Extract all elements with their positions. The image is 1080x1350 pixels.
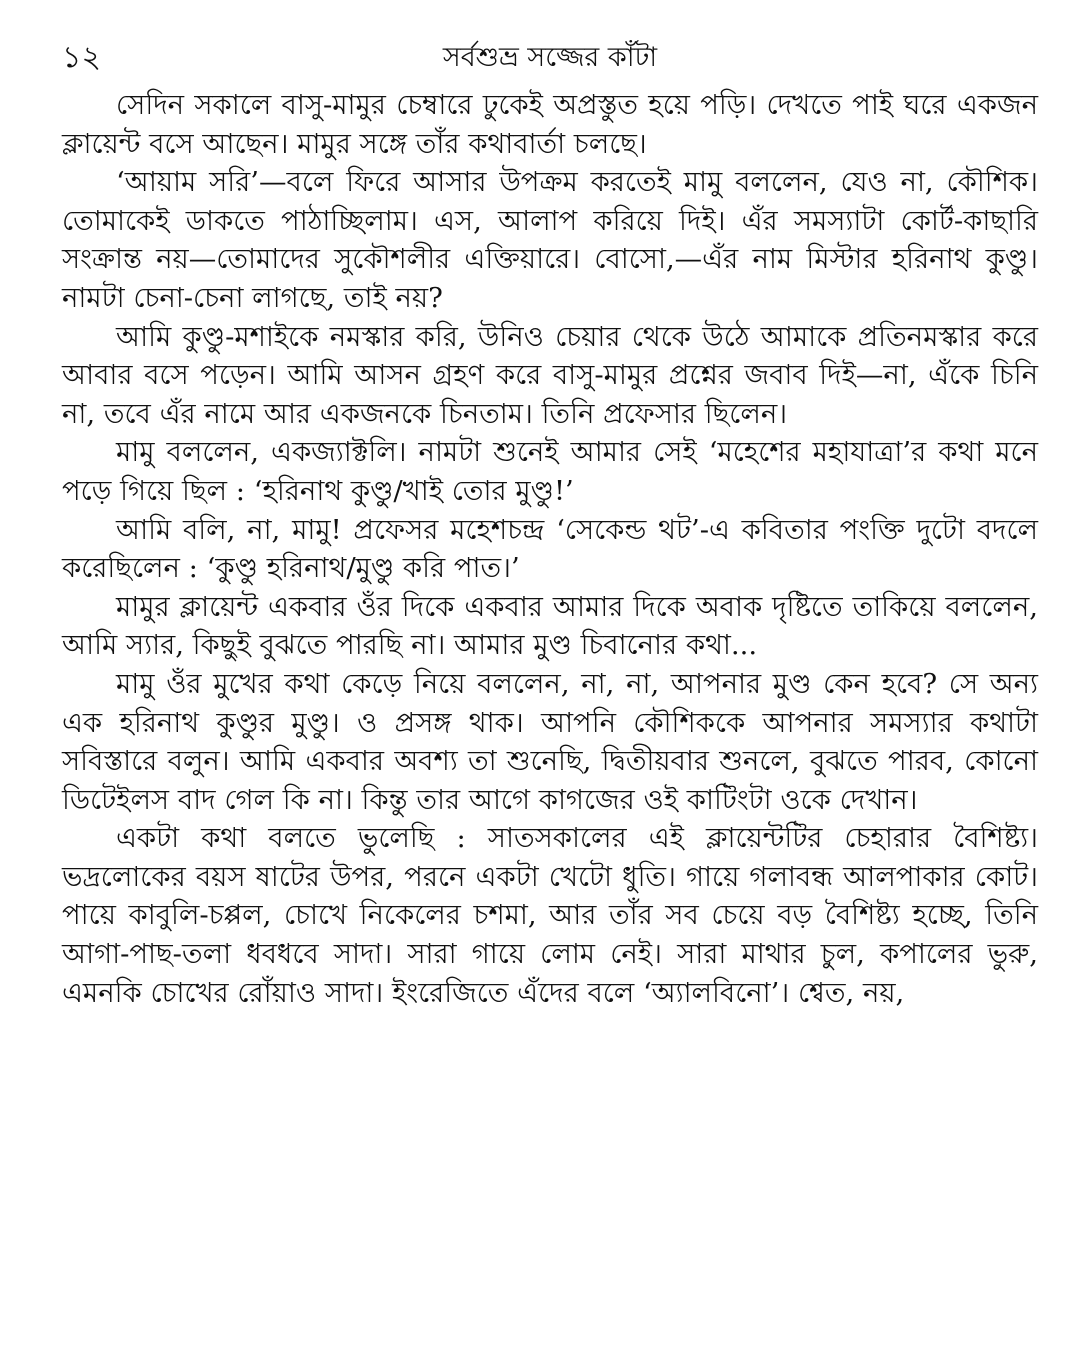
page-number: ১২ <box>62 40 101 75</box>
running-title: সর্বশুভ্র সজ্জের কাঁটা <box>442 42 658 73</box>
paragraph: মামুর ক্লায়েন্ট একবার ওঁর দিকে একবার আমার দিকে অবাক দৃষ্টিতে তাকিয়ে বললেন, আমি স্যার, কিছুই বুঝতে পারছি না। আমার মুণ্ড চিবানোর কথা... <box>62 590 1038 662</box>
paragraph: সেদিন সকালে বাসু-মামুর চেম্বারে ঢুকেই অপ্রস্তুত হয়ে পড়ি। দেখতে পাই ঘরে একজন ক্লায়েন্ট বসে আছেন। মামুর সঙ্গে তাঁর কথাবার্তা চলছে। <box>62 89 1038 160</box>
paragraph: ‘আয়াম সরি’—বলে ফিরে আসার উপক্রম করতেই মামু বললেন, যেও না, কৌশিক। তোমাকেই ডাকতে পাঠাচ্ছিলাম। এস, আলাপ করিয়ে দিই। এঁর সমস্যাটা কোর্ট-কাছারি সংক্রান্ত নয়—তোমাদের সুকৌশলীর এক্তিয়ারে। বোসো,—এঁর নাম মিস্টার হরিনাথ কুণ্ডু। নামটা চেনা-চেনা লাগছে, তাই নয়? <box>62 166 1038 314</box>
running-header <box>62 36 1038 86</box>
paragraph: আমি কুণ্ডু-মশাইকে নমস্কার করি, উনিও চেয়ার থেকে উঠে আমাকে প্রতিনমস্কার করে আবার বসে পড়েন। আমি আসন গ্রহণ করে বাসু-মামুর প্রশ্নের জবাব দিই—না, এঁকে চিনি না, তবে এঁর নামে আর একজনকে চিনতাম। তিনি প্রফেসার ছিলেন। <box>62 320 1038 430</box>
paragraph: মামু বললেন, একজ্যাক্টলি। নামটা শুনেই আমার সেই ‘মহেশের মহাযাত্রা’র কথা মনে পড়ে গিয়ে ছিল : ‘হরিনাথ কুণ্ডু/খাই তোর মুণ্ডু!’ <box>62 436 1038 507</box>
paragraph: একটা কথা বলতে ভুলেছি : সাতসকালের এই ক্লায়েন্টটির চেহারার বৈশিষ্ট্য। ভদ্রলোকের বয়স ষাটের উপর, পরনে একটা খেটো ধুতি। গায়ে গলাবন্ধ আলপাকার কোট। পায়ে কাবুলি-চপ্পল, চোখে নিকেলের চশমা, আর তাঁর সব চেয়ে বড় বৈশিষ্ট্য হচ্ছে, তিনি আগা-পাছ-তলা ধবধবে সাদা। সারা গায়ে লোম নেই। সারা মাথার চুল, কপালের ভুরু, এমনকি চোখের রোঁয়াও সাদা। ইংরেজিতে এঁদের বলে ‘অ্যালবিনো’। শ্বেত, নয়, <box>62 822 1038 1009</box>
paragraph: মামু ওঁর মুখের কথা কেড়ে নিয়ে বললেন, না, না, আপনার মুণ্ড কেন হবে? সে অন্য এক হরিনাথ কুণ্ডুর মুণ্ডু। ও প্রসঙ্গ থাক। আপনি কৌশিককে আপনার সমস্যার কথাটা সবিস্তারে বলুন। আমি একবার অবশ্য তা শুনেছি, দ্বিতীয়বার শুনলে, বুঝতে পারব, কোনো ডিটেইলস বাদ গেল কি না। কিন্তু তার আগে কাগজের ওই কাটিংটা ওকে দেখান। <box>62 667 1038 816</box>
book-page <box>62 36 1038 1336</box>
body-text <box>62 86 1038 1012</box>
paragraph: আমি বলি, না, মামু! প্রফেসর মহেশচন্দ্র ‘সেকেন্ড থট’-এ কবিতার পংক্তি দুটো বদলে করেছিলেন : ‘কুণ্ডু হরিনাথ/মুণ্ডু করি পাত।’ <box>62 513 1038 585</box>
